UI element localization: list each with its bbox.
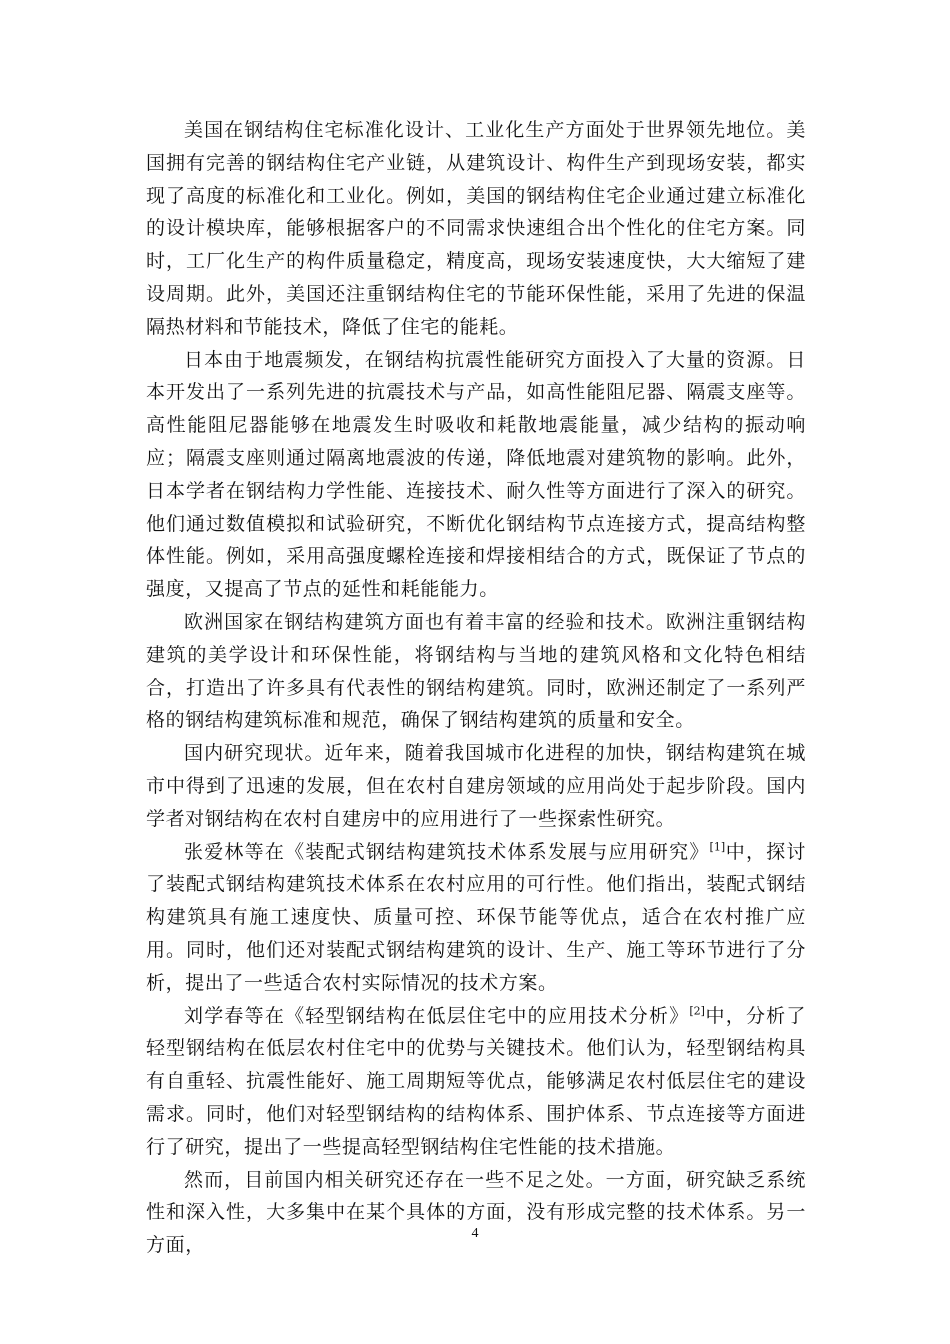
page-number: 4 bbox=[471, 1226, 479, 1241]
paragraph-zhang-ailin bbox=[146, 836, 806, 1000]
paragraph-europe: 欧洲国家在钢结构建筑方面也有着丰富的经验和技术。欧洲注重钢结构建筑的美学设计和环保性能，将钢结构与当地的建筑风格和文化特色相结合，打造出了许多具有代表性的钢结构建筑。同时，欧洲还制定了一系列严格的钢结构建筑标准和规范，确保了钢结构建筑的质量和安全。 bbox=[146, 610, 806, 732]
paragraph-text: 中，分析了轻型钢结构在低层农村住宅中的优势与关键技术。他们认为，轻型钢结构具有自重轻、抗震性能好、施工周期短等优点，能够满足农村低层住宅的建设需求。同时，他们对轻型钢结构的结构体系、围护体系、节点连接等方面进行了研究，提出了一些提高轻型钢结构住宅性能的技术措施。 bbox=[146, 1004, 806, 1158]
paragraph-text: 刘学春等在《轻型钢结构在低层住宅中的应用技术分析》 bbox=[184, 1004, 690, 1027]
paragraph-japan: 日本由于地震频发，在钢结构抗震性能研究方面投入了大量的资源。日本开发出了一系列先进的抗震技术与产品，如高性能阻尼器、隔震支座等。高性能阻尼器能够在地震发生时吸收和耗散地震能量，减少结构的振动响应；隔震支座则通过隔离地震波的传递，降低地震对建筑物的影响。此外，日本学者在钢结构力学性能、连接技术、耐久性等方面进行了深入的研究。他们通过数值模拟和试验研究，不断优化钢结构节点连接方式，提高结构整体性能。例如，采用高强度螺栓连接和焊接相结合的方式，既保证了节点的强度，又提高了节点的延性和耗能能力。 bbox=[146, 348, 806, 601]
citation-ref-2: [2] bbox=[689, 1004, 705, 1018]
paragraph-usa: 美国在钢结构住宅标准化设计、工业化生产方面处于世界领先地位。美国拥有完善的钢结构住宅产业链，从建筑设计、构件生产到现场安装，都实现了高度的标准化和工业化。例如，美国的钢结构住宅企业通过建立标准化的设计模块库，能够根据客户的不同需求快速组合出个性化的住宅方案。同时，工厂化生产的构件质量稳定，精度高，现场安装速度快，大大缩短了建设周期。此外，美国还注重钢结构住宅的节能环保性能，采用了先进的保温隔热材料和节能技术，降低了住宅的能耗。 bbox=[146, 119, 806, 338]
paragraph-domestic-status: 国内研究现状。近年来，随着我国城市化进程的加快，钢结构建筑在城市中得到了迅速的发展，但在农村自建房领域的应用尚处于起步阶段。国内学者对钢结构在农村自建房中的应用进行了一些探索性研究。 bbox=[146, 742, 806, 830]
paragraph-text: 中，探讨了装配式钢结构建筑技术体系在农村应用的可行性。他们指出，装配式钢结构建筑具有施工速度快、质量可控、环保节能等优点，适合在农村推广应用。同时，他们还对装配式钢结构建筑的设计、生产、施工等环节进行了分析，提出了一些适合农村实际情况的技术方案。 bbox=[146, 840, 806, 994]
paragraph-text: 张爱林等在《装配式钢结构建筑技术体系发展与应用研究》 bbox=[184, 840, 710, 863]
citation-ref-1: [1] bbox=[709, 840, 726, 854]
paragraph-shortcomings: 然而，目前国内相关研究还存在一些不足之处。一方面，研究缺乏系统性和深入性，大多集中在某个具体的方面，没有形成完整的技术体系。另一方面， bbox=[146, 1168, 806, 1257]
paragraph-liu-xuechun bbox=[146, 1000, 806, 1164]
document-body bbox=[146, 114, 806, 1262]
